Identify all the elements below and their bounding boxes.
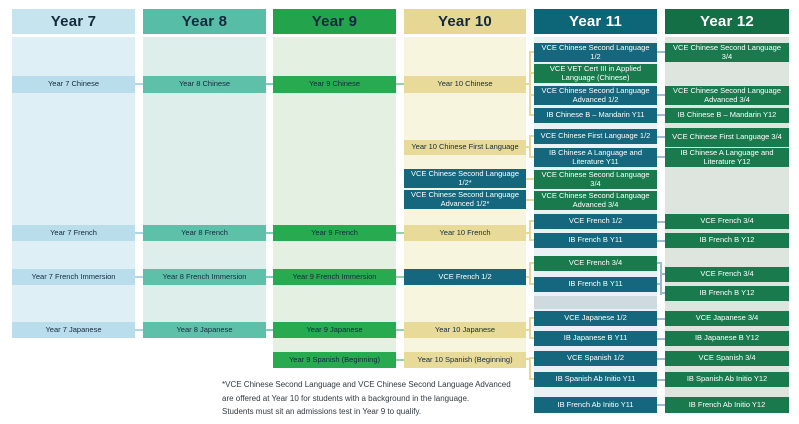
box-year-10-japanese: Year 10 Japanese: [404, 322, 526, 338]
connector-line: [531, 135, 534, 137]
box-ib-spanish-ab-initio-y11: IB Spanish Ab Initio Y11: [534, 372, 657, 387]
connector-line: [266, 83, 273, 85]
box-ib-chinese-a-language-and-literature-y11: IB Chinese A Language and Literature Y11: [534, 148, 657, 167]
connector-line: [266, 276, 273, 278]
connector-line: [657, 156, 665, 158]
connector-line: [529, 357, 531, 380]
box-year-7-chinese: Year 7 Chinese: [12, 76, 135, 93]
connector-line: [657, 358, 665, 360]
box-ib-french-b-y12: IB French B Y12: [665, 286, 789, 301]
connector-line: [529, 51, 531, 116]
footnote-line: are offered at Year 10 for students with a background in the language.: [222, 393, 470, 403]
connector-line: [657, 51, 665, 53]
box-year-10-french: Year 10 French: [404, 225, 526, 241]
connector-line: [529, 220, 531, 241]
box-empty-slot: [534, 296, 657, 309]
box-year-7-french: Year 7 French: [12, 225, 135, 241]
box-year-9-spanish-beginning: Year 9 Spanish (Beginning): [273, 352, 396, 368]
box-vce-french-3-4: VCE French 3/4: [665, 214, 789, 229]
box-vce-japanese-1-2: VCE Japanese 1/2: [534, 311, 657, 326]
box-vce-japanese-3-4: VCE Japanese 3/4: [665, 311, 789, 326]
box-vce-chinese-second-language-advanced-1-2: VCE Chinese Second Language Advanced 1/2: [534, 86, 657, 105]
box-vce-chinese-second-language-3-4: VCE Chinese Second Language 3/4: [665, 43, 789, 62]
box-year-10-chinese: Year 10 Chinese: [404, 76, 526, 93]
connector-line: [657, 240, 665, 242]
box-ib-french-ab-initio-y11: IB French Ab Initio Y11: [534, 397, 657, 413]
connector-line: [531, 114, 534, 116]
box-year-9-chinese: Year 9 Chinese: [273, 76, 396, 93]
connector-line: [135, 232, 143, 234]
connector-line: [266, 329, 273, 331]
connector-line: [396, 83, 404, 85]
box-year-8-french-immersion: Year 8 French Immersion: [143, 269, 266, 285]
connector-line: [660, 262, 662, 295]
connector-line: [396, 276, 404, 278]
box-year-8-chinese: Year 8 Chinese: [143, 76, 266, 93]
connector-line: [531, 262, 534, 264]
connector-line: [135, 83, 143, 85]
column-header-year11: Year 11: [534, 9, 657, 34]
footnote-line: *VCE Chinese Second Language and VCE Chinese Second Language Advanced: [222, 380, 511, 389]
column-header-year10: Year 10: [404, 9, 526, 34]
column-header-year7: Year 7: [12, 9, 135, 34]
box-year-7-japanese: Year 7 Japanese: [12, 322, 135, 338]
connector-line: [657, 379, 665, 381]
column-header-year9: Year 9: [273, 9, 396, 34]
connector-line: [396, 232, 404, 234]
connector-line: [657, 318, 665, 320]
connector-line: [531, 283, 534, 285]
connector-line: [657, 404, 665, 406]
connector-line: [529, 317, 531, 339]
connector-line: [657, 114, 665, 116]
connector-line: [531, 317, 534, 319]
connector-line: [135, 329, 143, 331]
box-vce-spanish-3-4: VCE Spanish 3/4: [665, 351, 789, 366]
box-ib-chinese-b-mandarin-y12: IB Chinese B – Mandarin Y12: [665, 108, 789, 123]
box-vce-chinese-first-language-1-2: VCE Chinese First Language 1/2: [534, 129, 657, 144]
box-vce-spanish-1-2: VCE Spanish 1/2: [534, 351, 657, 366]
connector-line: [657, 338, 665, 340]
box-year-10-chinese-first-language: Year 10 Chinese First Language: [404, 140, 526, 155]
connector-line: [531, 51, 534, 53]
connector-line: [526, 199, 534, 201]
box-vce-chinese-second-language-advanced-3-4: VCE Chinese Second Language Advanced 3/4: [534, 191, 657, 210]
box-vce-french-3-4: VCE French 3/4: [534, 256, 657, 271]
box-ib-chinese-b-mandarin-y11: IB Chinese B – Mandarin Y11: [534, 108, 657, 123]
column-header-year12: Year 12: [665, 9, 789, 34]
connector-line: [135, 276, 143, 278]
box-vce-chinese-second-language-advanced-3-4: VCE Chinese Second Language Advanced 3/4: [665, 86, 789, 105]
connector-line: [657, 221, 665, 223]
box-ib-french-ab-initio-y12: IB French Ab Initio Y12: [665, 397, 789, 413]
box-vce-french-1-2: VCE French 1/2: [534, 214, 657, 229]
connector-line: [657, 136, 665, 138]
box-vce-chinese-second-language-advanced-1-2: VCE Chinese Second Language Advanced 1/2*: [404, 190, 526, 209]
connector-line: [531, 72, 534, 74]
connector-line: [266, 232, 273, 234]
box-year-9-french: Year 9 French: [273, 225, 396, 241]
connector-line: [396, 329, 404, 331]
box-vce-chinese-second-language-1-2: VCE Chinese Second Language 1/2*: [404, 169, 526, 188]
connector-line: [531, 156, 534, 158]
box-vce-french-3-4: VCE French 3/4: [665, 267, 789, 282]
box-year-9-japanese: Year 9 Japanese: [273, 322, 396, 338]
connector-line: [657, 94, 665, 96]
connector-line: [526, 178, 534, 180]
box-vce-chinese-second-language-1-2: VCE Chinese Second Language 1/2: [534, 43, 657, 62]
box-year-7-french-immersion: Year 7 French Immersion: [12, 269, 135, 285]
connector-line: [529, 262, 531, 285]
box-vce-french-1-2: VCE French 1/2: [404, 269, 526, 285]
box-ib-chinese-a-language-and-literature-y12: IB Chinese A Language and Literature Y12: [665, 148, 789, 167]
connector-line: [531, 220, 534, 222]
box-vce-chinese-second-language-3-4: VCE Chinese Second Language 3/4: [534, 170, 657, 189]
box-ib-french-b-y11: IB French B Y11: [534, 233, 657, 248]
box-vce-chinese-first-language-3-4: VCE Chinese First Language 3/4: [665, 128, 789, 147]
box-ib-spanish-ab-initio-y12: IB Spanish Ab Initio Y12: [665, 372, 789, 387]
box-year-8-japanese: Year 8 Japanese: [143, 322, 266, 338]
footnote-line: Students must sit an admissions test in Year 9 to qualify.: [222, 407, 422, 416]
connector-line: [662, 273, 665, 275]
footnote: [222, 378, 562, 419]
connector-line: [662, 292, 665, 294]
box-year-10-spanish-beginning: Year 10 Spanish (Beginning): [404, 352, 526, 368]
box-year-8-french: Year 8 French: [143, 225, 266, 241]
connector-line: [531, 378, 534, 380]
column-header-year8: Year 8: [143, 9, 266, 34]
box-ib-french-b-y12: IB French B Y12: [665, 233, 789, 248]
connector-line: [531, 357, 534, 359]
box-ib-japanese-b-y11: IB Japanese B Y11: [534, 331, 657, 346]
connector-line: [531, 239, 534, 241]
connector-line: [396, 359, 404, 361]
box-ib-french-b-y11: IB French B Y11: [534, 277, 657, 292]
connector-line: [531, 94, 534, 96]
box-year-9-french-immersion: Year 9 French Immersion: [273, 269, 396, 285]
box-vce-vet-cert-iii-in-applied-language-chinese: VCE VET Cert III in Applied Language (Chinese): [534, 64, 657, 83]
box-ib-japanese-b-y12: IB Japanese B Y12: [665, 331, 789, 346]
connector-line: [529, 135, 531, 158]
connector-line: [531, 337, 534, 339]
